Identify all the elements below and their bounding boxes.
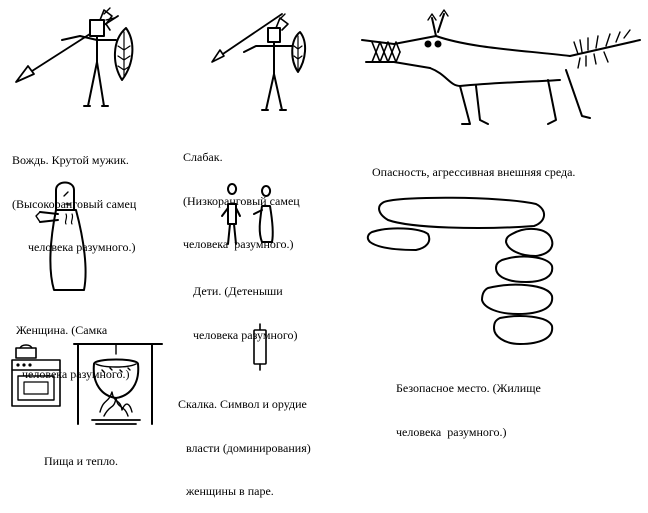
- chief-caption: [12, 124, 136, 269]
- chief-caption-line-3: человека разумного.): [28, 240, 136, 254]
- shelter-caption-line-2: человека разумного.): [396, 424, 507, 439]
- rolling-pin-caption-line-1: Скалка. Символ и орудие: [178, 397, 307, 411]
- woman-caption: [16, 294, 130, 396]
- shelter-stones: [368, 198, 552, 344]
- children-caption-line-1: Дети. (Детеныши: [193, 284, 283, 298]
- shelter-caption: [396, 352, 541, 454]
- chief-caption-line-2: (Высокоранговый самец: [12, 196, 137, 211]
- children-caption-line-2: человека разумного): [193, 327, 298, 342]
- wolf-figure: [362, 10, 640, 124]
- children-caption: [193, 255, 298, 357]
- rolling-pin-caption-line-3: женщины в паре.: [186, 484, 274, 498]
- food-caption-line-1: Пища и тепло.: [44, 454, 119, 468]
- weakling-caption-line-2: (Низкоранговый самец: [183, 193, 300, 208]
- woman-caption-line-1: Женщина. (Самка: [16, 323, 108, 337]
- food-caption: [44, 425, 118, 483]
- chief-figure: [16, 8, 132, 106]
- rolling-pin-caption-line-2: власти (доминирования): [186, 440, 311, 455]
- chief-caption-line-1: Вождь. Крутой мужик.: [12, 153, 129, 167]
- weakling-figure: [212, 14, 305, 110]
- danger-caption-line-1: Опасность, агрессивная внешняя среда.: [372, 165, 576, 179]
- weakling-caption-line-3: человека разумного.): [183, 237, 294, 251]
- danger-caption: [372, 136, 575, 194]
- rolling-pin-caption: [178, 368, 311, 513]
- weakling-caption-line-1: Слабак.: [183, 150, 223, 164]
- shelter-caption-line-1: Безопасное место. (Жилище: [396, 381, 541, 395]
- weakling-caption: [183, 121, 300, 266]
- woman-caption-line-2: человека разумного.): [22, 366, 130, 381]
